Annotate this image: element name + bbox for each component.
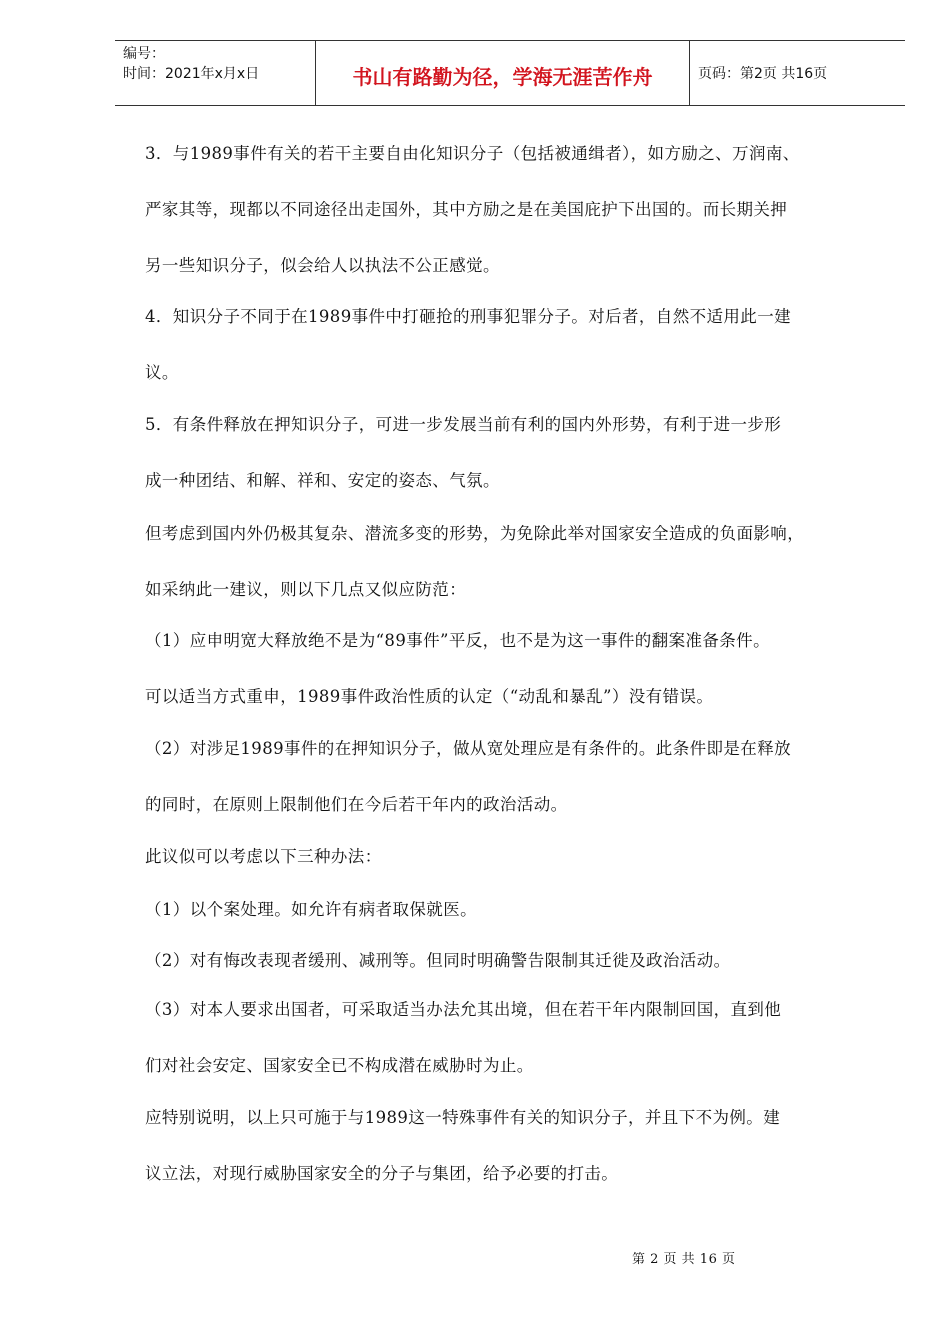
body-line: （2）对涉足1989事件的在押知识分子，做从宽处理应是有条件的。此条件即是在释放 <box>145 739 791 758</box>
body-line: 但考虑到国内外仍极其复杂、潜流多变的形势，为免除此举对国家安全造成的负面影响， <box>145 524 805 543</box>
body-line: 3．与1989事件有关的若干主要自由化知识分子（包括被通缉者），如方励之、万润南、 <box>145 144 800 163</box>
header-motto: 书山有路勤为径，学海无涯苦作舟 <box>352 64 653 89</box>
body-line: 可以适当方式重申，1989事件政治性质的认定（“动乱和暴乱”）没有错误。 <box>145 687 714 706</box>
page-footer: 第 2 页 共 16 页 <box>632 1252 736 1267</box>
body-line: 议。 <box>145 363 179 382</box>
body-line: （1）以个案处理。如允许有病者取保就医。 <box>145 900 477 919</box>
body-line: （3）对本人要求出国者，可采取适当办法允其出境，但在若干年内限制回国，直到他 <box>145 1000 782 1019</box>
header-page-cell <box>690 41 905 105</box>
body-line: 们对社会安定、国家安全已不构成潜在威胁时为止。 <box>145 1056 534 1075</box>
body-line: （1）应申明宽大释放绝不是为“89事件”平反，也不是为这一事件的翻案准备条件。 <box>145 631 770 650</box>
body-line: 的同时，在原则上限制他们在今后若干年内的政治活动。 <box>145 795 568 814</box>
body-line: 4．知识分子不同于在1989事件中打砸抢的刑事犯罪分子。对后者，自然不适用此一建 <box>145 307 791 326</box>
page-header <box>115 40 905 106</box>
header-meta-cell <box>115 41 316 105</box>
header-page-info: 页码：第2页 共16页 <box>698 66 828 82</box>
header-motto-cell <box>316 41 690 105</box>
document-number-label: 编号： <box>123 46 165 62</box>
body-line: 此议似可以考虑以下三种办法： <box>145 847 382 866</box>
body-line: 如采纳此一建议，则以下几点又似应防范： <box>145 580 467 599</box>
body-line: 成一种团结、和解、祥和、安定的姿态、气氛。 <box>145 471 500 490</box>
body-line: （2）对有悔改表现者缓刑、减刑等。但同时明确警告限制其迁徙及政治活动。 <box>145 951 731 970</box>
body-line: 5．有条件释放在押知识分子，可进一步发展当前有利的国内外形势，有利于进一步形 <box>145 415 782 434</box>
body-line: 议立法，对现行威胁国家安全的分子与集团，给予必要的打击。 <box>145 1164 619 1183</box>
body-line: 另一些知识分子，似会给人以执法不公正感觉。 <box>145 256 500 275</box>
body-line: 严家其等，现都以不同途径出走国外，其中方励之是在美国庇护下出国的。而长期关押 <box>145 200 788 219</box>
body-line: 应特别说明，以上只可施于与1989这一特殊事件有关的知识分子，并且下不为例。建 <box>145 1108 781 1127</box>
document-time-label: 时间：2021年x月x日 <box>123 66 260 82</box>
